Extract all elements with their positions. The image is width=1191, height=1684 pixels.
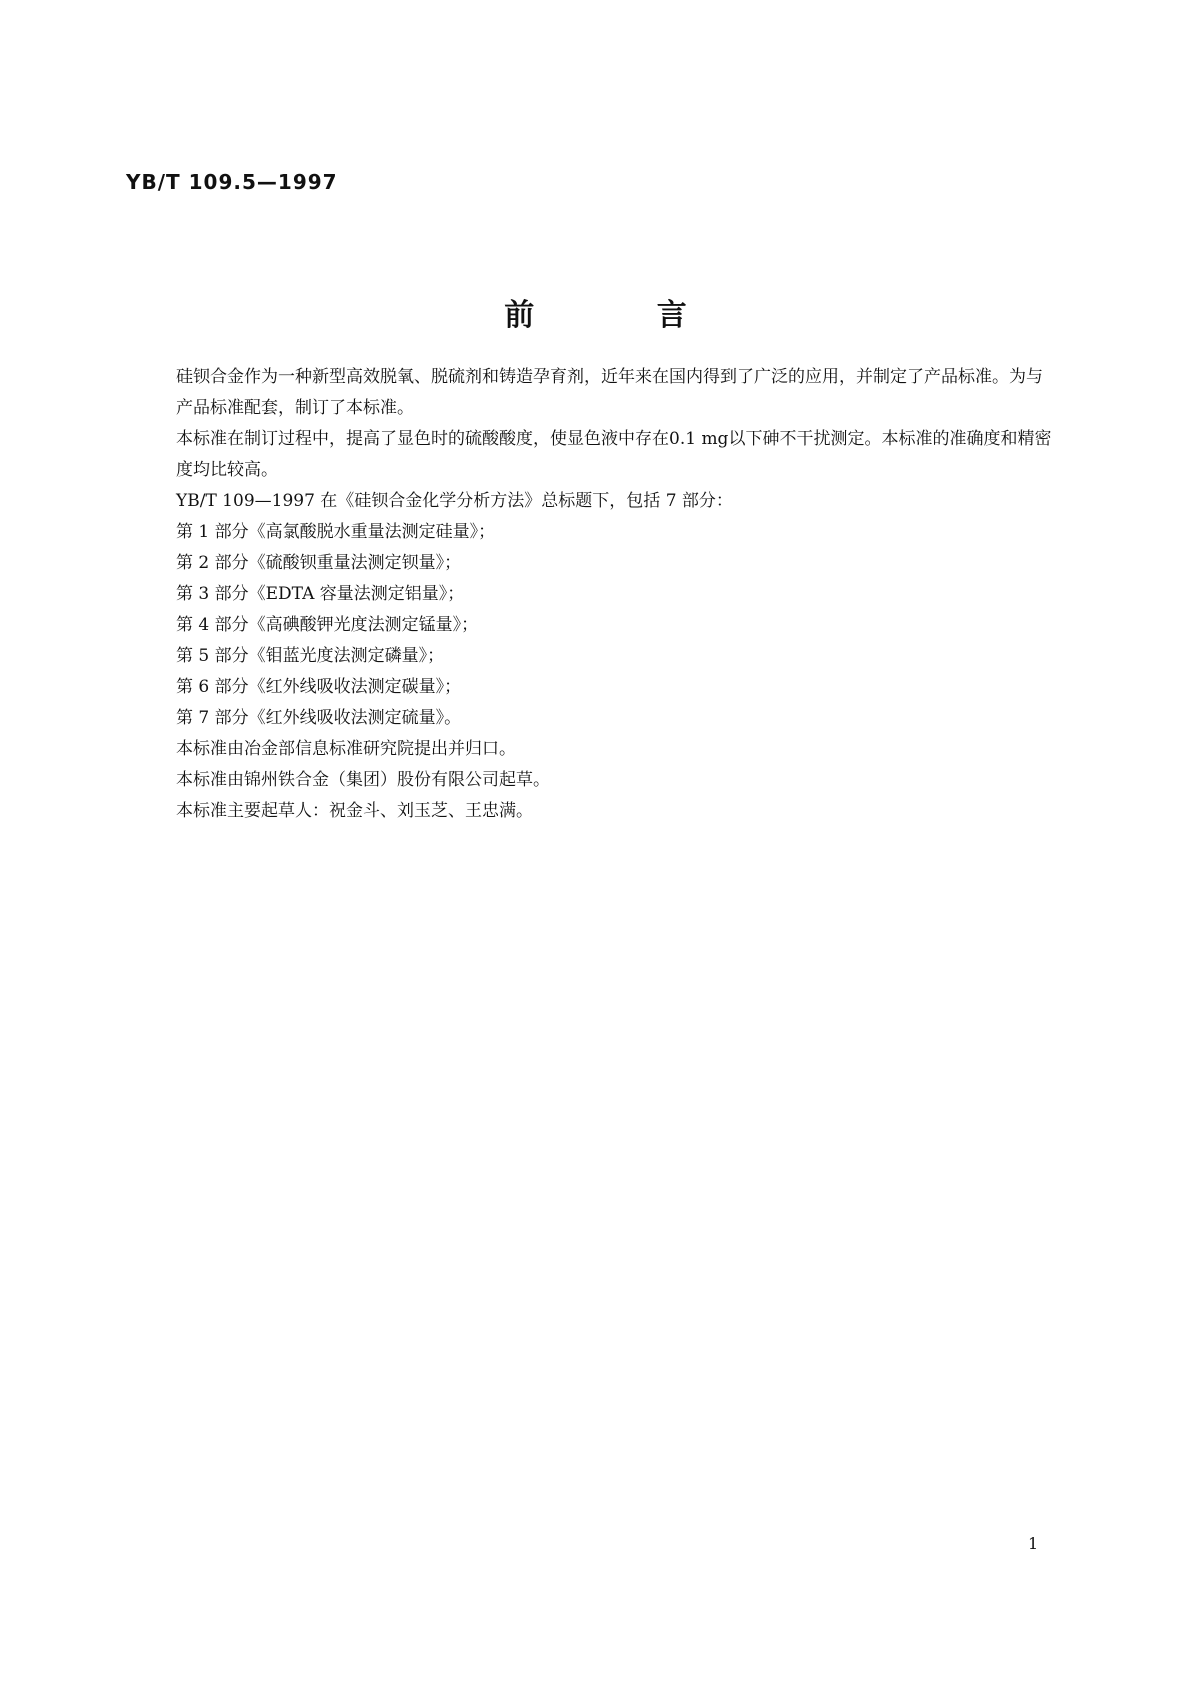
list-item-part-2: 第 2 部分《硫酸钡重量法测定钡量》； bbox=[176, 553, 462, 573]
paragraph-text: 本标准在制订过程中，提高了显色时的硫酸酸度，使显色液中存在0.1 mg以下砷不干扰测定。本标准的准确度和精密度均比较高。 bbox=[176, 429, 1052, 480]
document-body bbox=[176, 362, 1056, 827]
page-title: 前 言 bbox=[504, 298, 743, 333]
paragraph-method-note bbox=[136, 424, 1056, 486]
standard-code: YB/T 109.5—1997 bbox=[126, 170, 338, 194]
paragraph-text: 硅钡合金作为一种新型高效脱氧、脱硫剂和铸造孕育剂，近年来在国内得到了广泛的应用，并制定了产品标准。为与产品标准配套，制订了本标准。 bbox=[176, 367, 1043, 418]
list-item-part-7: 第 7 部分《红外线吸收法测定硫量》。 bbox=[176, 708, 462, 728]
list-item-part-6: 第 6 部分《红外线吸收法测定碳量》； bbox=[176, 677, 462, 697]
list-item-part-3: 第 3 部分《EDTA 容量法测定铝量》； bbox=[176, 584, 465, 604]
paragraph-drafter-org: 本标准由锦州铁合金（集团）股份有限公司起草。 bbox=[176, 770, 550, 790]
page-number: 1 bbox=[1028, 1534, 1039, 1553]
paragraph-drafters: 本标准主要起草人：祝金斗、刘玉芝、王忠满。 bbox=[176, 801, 533, 821]
list-item-part-1: 第 1 部分《高氯酸脱水重量法测定硅量》； bbox=[176, 522, 496, 542]
paragraph-intro bbox=[136, 362, 1056, 424]
list-item-part-4: 第 4 部分《高碘酸钾光度法测定锰量》； bbox=[176, 615, 479, 635]
paragraph-parts-overview: YB/T 109—1997 在《硅钡合金化学分析方法》总标题下，包括 7 部分： bbox=[176, 491, 733, 511]
paragraph-proposer: 本标准由冶金部信息标准研究院提出并归口。 bbox=[176, 739, 516, 759]
list-item-part-5: 第 5 部分《钼蓝光度法测定磷量》； bbox=[176, 646, 445, 666]
